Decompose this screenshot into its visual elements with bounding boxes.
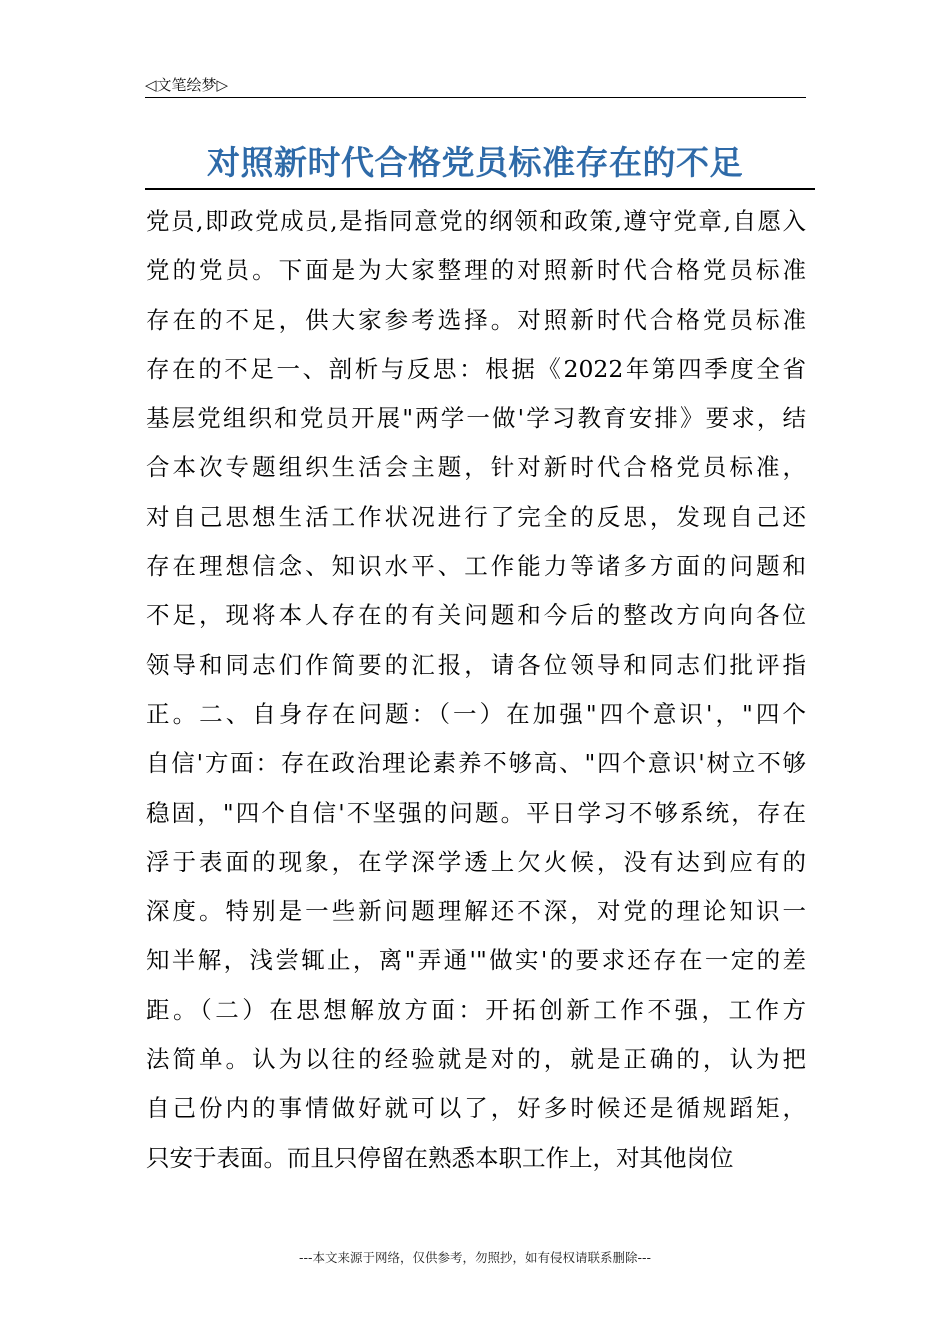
body-line: 存在的不足一、剖析与反思：根据《2022年第四季度全省 bbox=[146, 354, 806, 383]
body-line: 党员,即政党成员,是指同意党的纲领和政策,遵守党章,自愿入 bbox=[146, 207, 806, 235]
body-line: 自己份内的事情做好就可以了，好多时候还是循规蹈矩， bbox=[146, 1094, 806, 1123]
body-line: 存在的不足，供大家参考选择。对照新时代合格党员标准 bbox=[146, 305, 806, 334]
body-line: 法简单。认为以往的经验就是对的，就是正确的，认为把 bbox=[146, 1045, 806, 1074]
body-line: 对自己思想生活工作状况进行了完全的反思，发现自己还 bbox=[146, 502, 806, 531]
body-line: 深度。特别是一些新问题理解还不深，对党的理论知识一 bbox=[146, 897, 806, 926]
body-line: 不足，现将本人存在的有关问题和今后的整改方向向各位 bbox=[146, 601, 806, 630]
body-line: 知半解，浅尝辄止，离"弄通'"做实'的要求还存在一定的差 bbox=[146, 946, 806, 975]
body-line: 自信'方面：存在政治理论素养不够高、"四个意识'树立不够 bbox=[146, 749, 806, 778]
body-line: 正。二、自身存在问题：（一）在加强"四个意识'，"四个 bbox=[146, 699, 806, 728]
body-line: 距。（二）在思想解放方面：开拓创新工作不强，工作方 bbox=[146, 995, 806, 1024]
body-line: 基层党组织和党员开展"两学一做'学习教育安排》要求，结 bbox=[146, 404, 806, 433]
body-line: 稳固，"四个自信'不坚强的问题。平日学习不够系统，存在 bbox=[146, 798, 806, 827]
document-body bbox=[146, 197, 806, 1183]
body-line: 存在理想信念、知识水平、工作能力等诸多方面的问题和 bbox=[146, 552, 806, 581]
body-line: 党的党员。下面是为大家整理的对照新时代合格党员标准 bbox=[146, 256, 806, 285]
header-brand: ◁文笔绘梦▷ bbox=[145, 76, 229, 94]
document-title: 对照新时代合格党员标准存在的不足 bbox=[207, 143, 743, 182]
body-line: 领导和同志们作简要的汇报，请各位领导和同志们批评指 bbox=[146, 650, 806, 679]
header-divider bbox=[145, 97, 806, 98]
footer-disclaimer: ---本文来源于网络，仅供参考，勿照抄，如有侵权请联系删除--- bbox=[298, 1250, 652, 1265]
body-line: 浮于表面的现象，在学深学透上欠火候，没有达到应有的 bbox=[146, 847, 806, 876]
title-divider bbox=[145, 188, 815, 190]
body-line: 只安于表面。而且只停留在熟悉本职工作上，对其他岗位 bbox=[146, 1143, 734, 1172]
body-line: 合本次专题组织生活会主题，针对新时代合格党员标准， bbox=[146, 453, 806, 482]
